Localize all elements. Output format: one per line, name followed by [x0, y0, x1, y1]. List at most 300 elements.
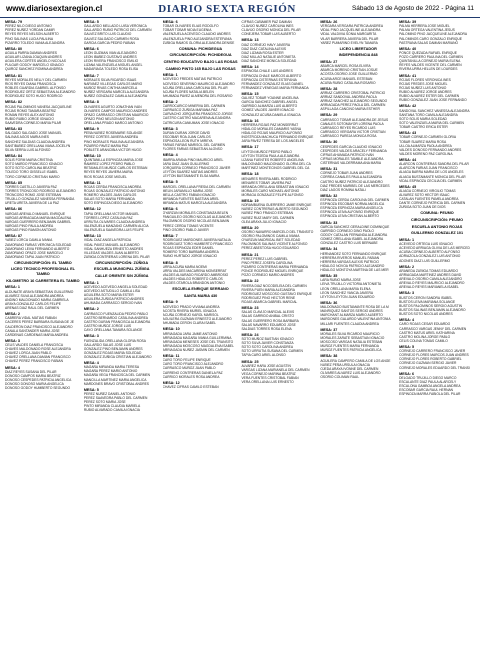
mesa-block: [320, 301, 396, 326]
voter-name: ESPINOZA ESPINOZA MARIA ANGELICA: [320, 206, 383, 211]
voter-name: ALARCON CONTRERAS SANDRA DEL PILAR: [399, 162, 469, 167]
voter-name: LEON RIVERA FRANCISCO EMILIO: [83, 59, 139, 64]
voter-name: VERGARA VERGARA PATRICIA ANDREA: [320, 24, 384, 29]
voter-name: OYARZUN MADRIGAL BIET SOLEDAD: [241, 238, 301, 243]
voter-name: MOSCOSO VARGAS NATALIA ESTEBAN: [320, 340, 383, 345]
mesa-label: MESA: 82: [5, 100, 23, 105]
voter-name: URRA ACUÑA MARIA NOEMI: [162, 264, 207, 269]
voter-name: ESPINOSA LEON RUTH MIREYA: [162, 139, 213, 144]
section-heading: KILOMETRO 16 CARRETERA EL TAMBO: [6, 278, 80, 283]
mesa-block: [320, 247, 396, 272]
voter-name: MORAGA GONZALEZ FELIPE ALFONSO: [241, 192, 304, 197]
mesa-label: MESA: 24: [241, 332, 259, 337]
voter-name: ESPINOZA LEIVA ALFONSO ENRIQUE: [320, 210, 380, 215]
voter-name: VEGA CORNEJO MARINA BEATRIZ: [241, 372, 296, 377]
mesa-label: MESA: 6: [162, 206, 178, 211]
voter-name: TAPIA ORELLANA VICTOR MANUEL: [83, 211, 140, 216]
voter-name: ACUÑA FLORES NATALIA BELEN: [162, 89, 214, 94]
voter-name: ARRIAZ SANDOVAL ANDREA PAOLA: [320, 95, 377, 100]
voter-name: GODOY CATALAN FERNANDA ALEJANDRA: [320, 233, 388, 238]
voter-name: ABARCA MORENO CRISTIAN JOSUE: [320, 68, 378, 73]
voter-name: INOSTROZA MACHUCA FERNANDO ENRIQUE: [241, 135, 314, 140]
voter-name: PONCE RODRIGUEZ MIGUEL ENRIQUE: [241, 269, 304, 274]
mesa-block: [84, 127, 160, 152]
voter-name: RUBIO HURTADO JORGE IGNACIO: [162, 254, 218, 259]
mesa-label: MESA: 32: [320, 193, 338, 198]
voter-name: DIAZ LIZAMA ROSA ESTER: [241, 50, 284, 55]
mesa-label: MESA: 38: [320, 354, 338, 359]
voter-name: ABARCA MARCEL ROSA ELVIRA: [320, 64, 371, 69]
voter-name: CHAVEZ CIFRAS CAMILO ESTEBAN: [162, 385, 219, 390]
mesa-block: [163, 300, 239, 325]
mesa-block: [241, 333, 317, 358]
voter-name: ARRIAGADA NUÑEZ JASMIN DEL CARMEN: [162, 347, 230, 352]
voter-name: RODRIGUEZ MOSCOSO GUSTAVO ENRIQUE: [241, 291, 312, 296]
voter-name: ROJAS ESPINOZA EDER DANIEL: [162, 246, 214, 251]
voter-name: HERNANDEZ SOTO FERNANDO ENRIQUE: [320, 251, 387, 256]
voter-name: SILVA SERRA LUIS ALFONSO: [5, 147, 51, 152]
voter-name: DIAZ FREDES MARIBEL DE LAS MERCEDES: [320, 183, 390, 188]
voter-name: CASTRO MOLINA JORGE PABLO: [399, 334, 451, 339]
voter-name: VALDES DONOSO FERNANDO ANDRES: [399, 147, 462, 152]
mesa-block: [84, 100, 160, 125]
voter-name: OLEA ARAYA JULIO IGNACIO: [241, 219, 287, 224]
mesa-block: [241, 279, 317, 304]
mesa-block: [241, 226, 317, 251]
voter-name: SALAS GUERRERO ROSA BARBARA: [241, 318, 299, 323]
mesa-block: [399, 185, 475, 210]
voter-name: HIDALGO ROJAS MAURICIO ALFONSO: [241, 131, 303, 136]
voter-name: ESPINOZA LEIVA CRISTIAN ALBERTO: [320, 214, 379, 219]
voter-name: FARIAS FARIAS MARISOL DEL CARMEN: [162, 143, 226, 148]
voter-name: POBLETE ARANCIBIA VICTOR HUGO: [83, 147, 142, 152]
mesa-label: MESA: 2: [399, 264, 415, 269]
voter-name: CARDENAS CARDENAS MARIA ANDREA: [5, 332, 69, 337]
voter-name: ESPINOZA CERDA CAROLINA DEL CARMEN: [320, 198, 390, 203]
mesa-label: MESA: 7: [83, 73, 99, 78]
voter-name: ARRIAZ CARRERO CRISTOBAL PATRICIO: [320, 91, 386, 96]
mesa-label: MESA: 5: [83, 387, 99, 392]
section-heading: CIRCUNSCRIPCIÓN: ZÚÑIGA: [95, 260, 149, 265]
mesa-block: [320, 274, 396, 299]
mesa-block: [241, 199, 317, 224]
voter-name: REYES REYES JAVIERA MARIA: [83, 170, 133, 175]
mesa-label: MESA: 6: [399, 371, 415, 376]
section-heading: CIRCUNSCRIPCIÓN: EL TAMBO: [14, 260, 72, 265]
voter-name: ROJAS CERDA FRANCISCA ANDREA: [83, 184, 142, 189]
mesa-block: [399, 318, 475, 343]
mesa-label: MESA: 36: [320, 300, 338, 305]
voter-name: ROJAS PALOMINOS VANESA JACQUELINE: [5, 104, 72, 109]
voter-name: MORALES ZARATE SEBASTIAN IGNACIO: [320, 336, 385, 340]
voter-name: IBARRA ARANA PINO MAURICIO ARIEL: [162, 157, 224, 162]
mesa-block: [84, 74, 160, 99]
site-url[interactable]: www.diariosextaregion.cl: [6, 4, 103, 13]
voter-name: ACUÑA CORNEJO ALBERTO ALFONSO: [399, 250, 461, 255]
mesa-label: MESA: 10: [162, 327, 180, 332]
mesa-label: MESA: 18: [241, 172, 259, 177]
mesa-label: MESA: 15: [241, 91, 259, 96]
mesa-block: [163, 20, 239, 45]
voter-name: GONZALEZ ROJAS MARIA SOLEDAD: [83, 350, 142, 355]
voter-name: DIAZ CORNEJO HAVY JAVIERA: [241, 42, 291, 47]
mesa-block: [399, 345, 475, 370]
voter-name: TOBAR CORNEJO CARMEN GLORIA: [399, 135, 457, 140]
voter-name: RIOS ROJAS JOSE MIGUEL: [83, 174, 127, 179]
mesa-label: MESA: 4: [83, 360, 99, 365]
voter-name: ESCALANTE DIAZ PAULA ALARCELY: [399, 380, 457, 385]
mesa-label: MESA: 81: [5, 73, 23, 78]
voter-name: OJEDA ARAYA IVONNE DEL CARMEN: [320, 366, 379, 371]
voter-name: ZAMORANO TAPIA JUAN PATRICIO: [5, 254, 60, 259]
mesa-label: MESA: 84: [5, 153, 23, 158]
voter-name: ALDUNATE ARAYA SEBASTIAN GUILLERMO: [5, 289, 74, 294]
voter-name: MIRANDA FUENTES BASTIAN ARIEL: [162, 196, 220, 201]
voter-name: CACERES PEREZ BARBARA SUSANA DE JE: [5, 320, 74, 325]
mesa-label: MESA: 3: [399, 291, 415, 296]
mesa-block: [5, 312, 81, 337]
voter-name: TOLEDO TORO GISSELLE ISABEL: [5, 170, 59, 175]
voter-name: GALVEZ BRITO LUIS CLAUDIO: [83, 32, 132, 37]
mesa-label: MESA: 1: [83, 280, 99, 285]
voter-name: BUSTOS SOTO NICOLAS ANDRES: [399, 312, 453, 317]
mesa-block: [163, 234, 239, 259]
voter-name: CASTRO DURAN FRANCISCA ALEJANDRA: [83, 319, 151, 324]
voter-name: CARO TORO FELIPE ENRIQUE: [162, 358, 211, 363]
voter-name: CORNEJO FLORES ROBERTO GABRIEL: [399, 357, 462, 362]
voter-name: ALIAGA CORNEJO VIRGILIO TOMAS: [399, 188, 456, 193]
voter-name: LIZANA FUENTES ROBERTO ANGELINA: [241, 157, 304, 162]
voter-name: ESCALONA GAMBOA ANGELA ANDREA: [399, 384, 461, 389]
voter-name: MUÑOZ FUENTES PATRICIA ANGELICA: [320, 348, 382, 353]
voter-name: CORNEJO MORALES EDUARDO DEL TRANSI: [399, 365, 470, 370]
voter-name: ROBLES GUARDIA GABRIEL ALFONSO: [5, 86, 66, 91]
mesa-label: MESA: 8: [83, 100, 99, 105]
mesa-label: MESA: 17: [241, 145, 259, 150]
voter-name: PALOMINOS OSORIO NICOLAS BENJAMIN: [162, 219, 230, 224]
voter-name: GONZALEZ CASTRO LUIS BERNABE: [320, 241, 378, 246]
voter-name: NUÑEZ CONTRERAS ALBERTO SEGUNDO: [241, 207, 309, 212]
voter-name: CARRASCO REYES RICARDO LUIS: [320, 125, 376, 130]
voter-name: SOTO MUÑOZ BASTIAN IGNACIO: [241, 337, 294, 342]
voter-name: ZUÑIGA SOTO JUAN DE DIOS: [399, 205, 446, 210]
voter-name: VALDES HIDALGO ROBERTO CARLOS: [162, 277, 223, 282]
mesa-label: MESA: 2: [5, 312, 20, 317]
voter-name: AREVALO REYES MAURICIO ALEJANDRO: [399, 281, 465, 286]
mesa-label: MESA: 13: [83, 234, 101, 239]
voter-name: HIDALGO MONTOYA MARTINA DE LAS MER: [320, 267, 389, 272]
voter-name: VALENZUELA MANZANO CARMEN ALICIA: [83, 223, 149, 228]
voter-name: BUSTOS CERON SANDRA ISABEL: [399, 295, 453, 300]
mesa-label: MESA: 8: [162, 260, 178, 265]
voter-name: VARGAS AREVALO MANUEL ENRIQUE: [5, 211, 66, 216]
voter-name: SALAS CLAVIJO MARCIAL ALEXIS: [241, 310, 295, 315]
voter-name: CELIS VALDES DANIELA FRANCISCA: [5, 343, 64, 348]
voter-name: CORREA CANALES PAULA ALEJANDRA: [320, 175, 382, 180]
voter-name: ROMAN REYES ALEX ANTONIO: [5, 112, 55, 117]
voter-name: AGUILERA CAMPERO CAMILA DE LOS ANGE: [320, 358, 391, 363]
voter-name: CIFRAS CAÑAMER PAZ DAMIAN: [241, 20, 292, 24]
voter-name: HIDALGO MORALES DAMARIS YASNA: [241, 127, 302, 132]
voter-name: RUBIO ALVAREZ ESTER DEL CARMEN: [399, 94, 460, 99]
mesa-block: [163, 127, 239, 152]
column-5: [320, 20, 396, 666]
voter-name: ACEVEDO PRADO VIVIANA ANDREA: [162, 304, 220, 309]
voter-name: GOMEZ VALDES JAVIER IGNACIO: [241, 108, 295, 113]
voter-name: SALAS NAVARRO EDUARDO JOSE: [241, 322, 296, 327]
mesa-block: [399, 104, 475, 129]
column-3: [163, 20, 239, 666]
voter-name: MARDONES BRAVO CRISTOBAL ANDRES: [83, 381, 149, 386]
voter-name: VARGAS ARRIAGADA MARIA MAGDALENA: [5, 215, 72, 220]
section-heading: CIRCUNSCRIPCIÓN: PEUMO: [411, 218, 464, 223]
voter-name: VALDES ALVARADO RICARDO AMBROSIO: [162, 272, 229, 277]
voter-name: ZAMORANO FARIAS VERONICA SOLEDAD: [5, 242, 72, 247]
voter-name: MORALES CARO MICHAEL ANTONIO: [241, 188, 300, 193]
voter-name: PINO SALINAS LUCIA PAULINA: [5, 36, 54, 41]
voter-name: ESPINOZA CHALE MARCOS ALBERTO: [241, 73, 302, 78]
section-heading: ESCUELA ENRIQUE SERRANO: [172, 287, 229, 292]
mesa-block: [5, 47, 81, 72]
mesa-label: MESA: 42: [399, 104, 417, 109]
voter-name: CARRASCO VERGARA VICTOR CRISTIAN: [320, 130, 386, 135]
voter-name: VILAR BARRERA JAVIERA DEL PILAR: [320, 36, 379, 41]
voter-name: CASTRO NUÑEZ PATRICIO ALEJANDRO: [320, 179, 383, 184]
voter-name: CESPEDES GARCIA CLAUDIO IGNACIO: [320, 144, 383, 149]
mesa-block: [5, 207, 81, 232]
voter-name: RODRIGUEZ ORTIZ SEBASTIAN ALEJANDRO: [5, 90, 76, 95]
mesa-label: MESA: 11: [83, 180, 101, 185]
mesa-block: [320, 60, 396, 85]
voter-name: MANRIQUEZ SANTOS SERGIO ANDRES: [320, 309, 383, 314]
column-1: [5, 20, 81, 666]
mesa-block: [84, 281, 160, 306]
voter-name: CALDERON DIAZ FRANCISCO ALEJANDRO: [5, 324, 73, 329]
voter-name: SOTO SOTO CAROLINA ANDREA: [241, 345, 294, 350]
voter-name: SAAVEDRA CORNEJO MARIA PILAR: [5, 120, 62, 125]
voter-name: MANCILLA MARTINEZ MARIA ANGELICA: [83, 377, 147, 382]
voter-name: LARA RUBIO MARIA JOSE: [320, 278, 361, 283]
voter-name: NUÑEZ PINO FRANCO ESTEBAN: [241, 211, 293, 216]
voter-name: ACUÑA CORNEJO KAROL MARISOL: [162, 312, 219, 317]
voter-name: MELIN JARAMILLO MARIA JOSE: [162, 188, 213, 193]
voter-name: ALIAGA BUSTAMANTE MONICA DEL PILAR: [399, 174, 466, 179]
voter-name: ARRIAGADA PEREZ PAOLA DEL CARMEN: [320, 103, 386, 108]
mesa-block: [320, 221, 396, 246]
mesa-label: MESA: 4: [399, 318, 415, 323]
voter-name: MADARIAGA TOLEDO ROSA ELISA: [83, 67, 139, 72]
voter-name: ULLOA ALMARZA PAOLA ANDREA: [399, 143, 452, 148]
mesa-label: MESA: 16: [241, 118, 259, 123]
mesa-label: MESA: 35: [320, 274, 338, 279]
voter-name: MAGAÑA MIRANDA MARIA TERESA: [83, 365, 140, 370]
voter-name: GARCIA SANCHEZ GERALDINE DOMINIQUE: [320, 224, 390, 229]
voter-name: SALINAS AGOS MARIA INES: [5, 135, 49, 140]
voter-name: LEON IBAÑEZ GUSTAVO ANDRES: [83, 55, 137, 60]
voter-name: PEREZ PEREZ LUIS GABRIEL: [241, 256, 288, 261]
voter-name: ARANEDA ZUÑIGA TOMAS EDUARDO: [399, 268, 459, 273]
voter-name: CARRASCO PAREJA MONICA ROSA: [320, 134, 377, 139]
voter-name: CARRASCO FUENZALIDA PEDRO PABLO: [83, 311, 149, 316]
voter-name: GALLARDO RUBIO PATRICIO DEL CARMEN: [83, 28, 152, 33]
mesa-label: MESA: 41: [399, 73, 417, 78]
mesa-label: MESA: 30: [320, 140, 338, 145]
voter-name: ROJAS ABARCA GABRIEL MARCIAL: [241, 299, 298, 304]
voter-name: ZAMORANO LEIVA FERNANDO ALBERTO: [5, 246, 70, 251]
voter-name: YAÑEZ LORCA CAMILA IVANIA: [5, 238, 53, 243]
mesa-block: [84, 20, 160, 45]
voter-name: LEYTON BUSTAMANTE ELSA MARIA: [162, 174, 220, 179]
mesa-block: [5, 20, 81, 45]
voter-name: ACEVEDO FREDES MATIAS PATRICIO: [162, 77, 223, 82]
voter-name: NUÑEZ VERGARA MARCELA ALEJANDRA: [83, 90, 149, 95]
voter-name: ARRIAGADA MAGAÑA IVANIA GUILLERMINA: [162, 335, 232, 340]
voter-name: CIFRAS AHUMADA PATRICIO IVAN: [320, 152, 374, 157]
voter-name: REYES VALDES VICENTE DEL CARMEN: [399, 63, 462, 68]
voter-name: ARAYA GONZALEZ CARLOS FELIPE: [5, 301, 61, 306]
voter-name: AREVALO OSORIO CAMILA ALEJANDRO: [399, 277, 463, 282]
voter-name: CORNEJO FLORES MARCOS JUAN ANDRES: [399, 353, 469, 358]
voter-name: GARCIA SANCHEZ GABRIEL ANGEL: [241, 100, 298, 105]
mesa-label: MESA: 26: [320, 20, 338, 24]
voter-name: JORQUERA CORNEJO FRANCISCO JAVIER: [162, 165, 231, 170]
voter-name: VIDAL SANHUEZA ERNESTO ANDRES: [83, 246, 144, 251]
voter-name: VALDES OTAROLA BRANDON ANTONIO: [162, 281, 225, 286]
voter-name: ASPILLAGA CANCINO MARIA ESTHER: [320, 107, 380, 112]
voter-name: GOMEZ ORELLANA ISABEL ALEJANDRA: [320, 237, 384, 242]
voter-name: ALIAGA BARRA MARIA DE LOS ANGELES: [399, 170, 464, 175]
mesa-label: MESA: 28: [320, 86, 338, 91]
voter-name: SOTO ESPINOZA DIEGO ALEJANDRO: [83, 201, 143, 206]
mesa-block: [241, 145, 317, 170]
voter-name: PALOMINOS CARO GONZALO ENRIQUE: [399, 36, 462, 41]
voter-name: CARRASCO MUÑOZ JUAN PABLO: [162, 366, 216, 371]
voter-name: ALVAREZ HARA JOSE AGUSTIN: [241, 363, 291, 368]
section-heading: INDEPENDENCIA 848: [338, 53, 378, 58]
voter-name: RUBIO ALVAREZ JORGE ANDRES: [399, 90, 452, 95]
voter-name: JARA PAVEZ TERESA DE LOS ANGELES: [241, 139, 305, 144]
voter-name: ROJAS GONZALEZ PATRICIO ANTONIO: [83, 188, 146, 193]
mesa-block: [163, 73, 239, 98]
voter-name: PINO MORALES PAULINA ALEJANDRA: [83, 139, 144, 144]
voter-name: SOTO VALENZUELA MARIA DEL CARMEN: [399, 120, 464, 125]
mesa-block: [5, 234, 81, 259]
voter-name: CARRASCO TOBAR ALEJANDRA DE JESUS: [320, 117, 389, 122]
date-page-label: Sábado 13 de Agosto de 2022 - Página 11: [351, 5, 474, 12]
voter-name: SOTO URRUTIA SUSANA DEL CARMEN: [241, 349, 303, 354]
mesa-block: [5, 366, 81, 391]
voter-name: ACEVEDO ARRIAGA OLIVIA DE LAS MERCED: [399, 246, 470, 251]
mesa-label: MESA: 19: [241, 198, 259, 203]
voter-name: ESCOBAR GARCIA RAUL HERNAN: [399, 388, 454, 393]
mesa-block: [399, 372, 475, 397]
mesa-label: MESA: 10: [83, 153, 101, 158]
section-heading: GUILLERMO GONZALEZ 101: [411, 231, 464, 236]
voter-name: PEÑA NUÑEZ ROSEMARIE SOLANGE: [83, 131, 143, 136]
voter-name: GONZALEZ ACUÑA DANIELA IGNACIA: [241, 112, 301, 117]
mesa-block: [399, 158, 475, 183]
mesa-block: [320, 194, 396, 219]
voter-name: GARCIA GARCIA PEDRO FABIAN: [83, 40, 135, 45]
voter-name: CASTRO BERNARDO CATALINA ANDREA: [83, 315, 149, 320]
mesa-label: MESA: 11: [162, 353, 180, 358]
voter-name: TRUJILLO GONZALEZ VANESSA FERNANDA: [5, 197, 75, 202]
voter-name: CARRICO MORALES ROSA ANDREA: [162, 374, 220, 379]
voter-name: LEYTON TEJEDA PAULA ALEJANDRA: [241, 153, 300, 158]
mesa-label: MESA: 29: [320, 113, 338, 118]
voter-name: TORO CORNEJO CRISTIAN MARIO: [5, 174, 60, 179]
voter-name: PEREZ SAAVEDRA PABLO DEL CARMEN: [83, 396, 148, 401]
section-heading: ESCUELA ANTONIO ROJAS: [411, 224, 463, 229]
column-4: [241, 20, 317, 666]
voter-name: DIAZ REYES SUSANA DEL PILAR: [5, 369, 57, 374]
voter-name: OSORIO PALOMINOS CAMILA IVANIA: [241, 234, 300, 239]
mesa-block: [320, 87, 396, 112]
voter-name: CATRICURA CANIUMAN JOSE IGNACIO: [162, 120, 225, 125]
voter-name: CESPEDES VALDES ARACELY FERNANDA: [320, 148, 387, 153]
voter-name: RAMIREZ LOPEZ PEDRO PABLO: [83, 162, 135, 167]
voter-name: ARRIAGADA MARTINEZ ANDRES DAVID: [399, 272, 462, 277]
voter-name: SALDIAS TORRES ROSA ELENA: [241, 326, 292, 331]
voter-name: DIAZ MILLAO NATALIE ANTONIETA: [241, 54, 296, 59]
mesa-block: [320, 328, 396, 353]
mesa-block: [241, 38, 317, 63]
voter-name: QUINTANILLA ESPINOZA MARIA JOSE: [83, 158, 144, 163]
voter-name: MENARES TOBAR JAVIERA PAZ: [241, 180, 292, 185]
voter-name: HERRERA ROJAS PAZ MONSERRAT: [241, 122, 299, 127]
voter-name: CORNEJO GUZMAN SERGIO JAVIER: [399, 361, 457, 366]
voter-name: GALLARDO MELLADO LUISA VERONICA: [83, 24, 147, 29]
voter-name: ARRIAGADA JARA JAIME ANTONIO: [162, 331, 218, 336]
voter-name: MILLARI FUENTES CLAUDIA ANDREA: [320, 321, 379, 326]
mesa-label: MESA: 13: [241, 38, 259, 43]
mesa-block: [84, 181, 160, 206]
mesa-block: [5, 339, 81, 364]
voter-name: LEYTON LEYTON JUAN EDUARDO: [320, 294, 375, 299]
voter-name: MORALES SILVA RICARDO ISAAS: [83, 77, 137, 82]
mesa-label: MESA: 23: [241, 306, 259, 311]
section-heading: CENTRO EDUCATIVO BAJO LAS ROSAS: [163, 59, 238, 64]
voter-name: CARVACHO JORQUERA FRANCISCO JORGE: [162, 112, 233, 117]
voter-name: OSORIO NAVARRO MARCELO DEL TRANSITO: [241, 230, 314, 235]
voter-name: TORRES CASTILLO JAVIERA PAZ: [5, 184, 57, 189]
mesa-block: [84, 361, 160, 386]
mesa-label: MESA: 1: [5, 285, 20, 290]
voter-name: LEON ORELLANA MARIA ELENA: [320, 286, 371, 291]
voter-name: PEREZ NUÑEZ YORDAN DAMIR: [5, 28, 55, 33]
voter-name: PONCE QUEZADA RAFAEL ENRIQUE: [399, 51, 457, 56]
voter-name: CHAVEZ LORCA JUAN PABLO: [5, 351, 52, 356]
voter-name: URRUTIA OLIVARES CLAUDIA ANDREA: [83, 219, 145, 224]
mesa-block: [241, 20, 317, 36]
voter-name: DIAZ SANCHEZ MONICA SOLEDAD: [241, 59, 297, 64]
voter-name: CARO TORO FRANCISCO ALEJANDRO: [162, 362, 224, 367]
mesa-label: MESA: 7: [162, 233, 178, 238]
voter-name: ARRIAZ SANCHEZ ALEJANDRO SEGUNDO: [320, 99, 388, 104]
voter-name: CONEJERA TOBAR LUIS ALBERTO: [241, 32, 296, 37]
mesa-block: [84, 334, 160, 359]
voter-name: NORAMBUENA GUERRERO JAIME ENRIQUE: [241, 203, 312, 208]
voter-name: RETAMALES MUÑOZ CARLOS ESTEBAN: [83, 166, 148, 171]
mesa-block: [163, 381, 239, 389]
mesa-block: [5, 285, 81, 310]
mesa-block: [320, 167, 396, 192]
voter-name: GONZALEZ ZUÑIGA CRISTIAN ALEJANDRO: [83, 354, 152, 359]
mesa-label: MESA: 87: [5, 234, 23, 239]
mesa-label: MESA: 85: [5, 180, 23, 185]
voter-name: REYES MORALES NELLY DEL CARMEN: [5, 77, 67, 82]
voter-name: QUIROZ SANCHEZ ROMINA ANDREA: [5, 67, 63, 72]
